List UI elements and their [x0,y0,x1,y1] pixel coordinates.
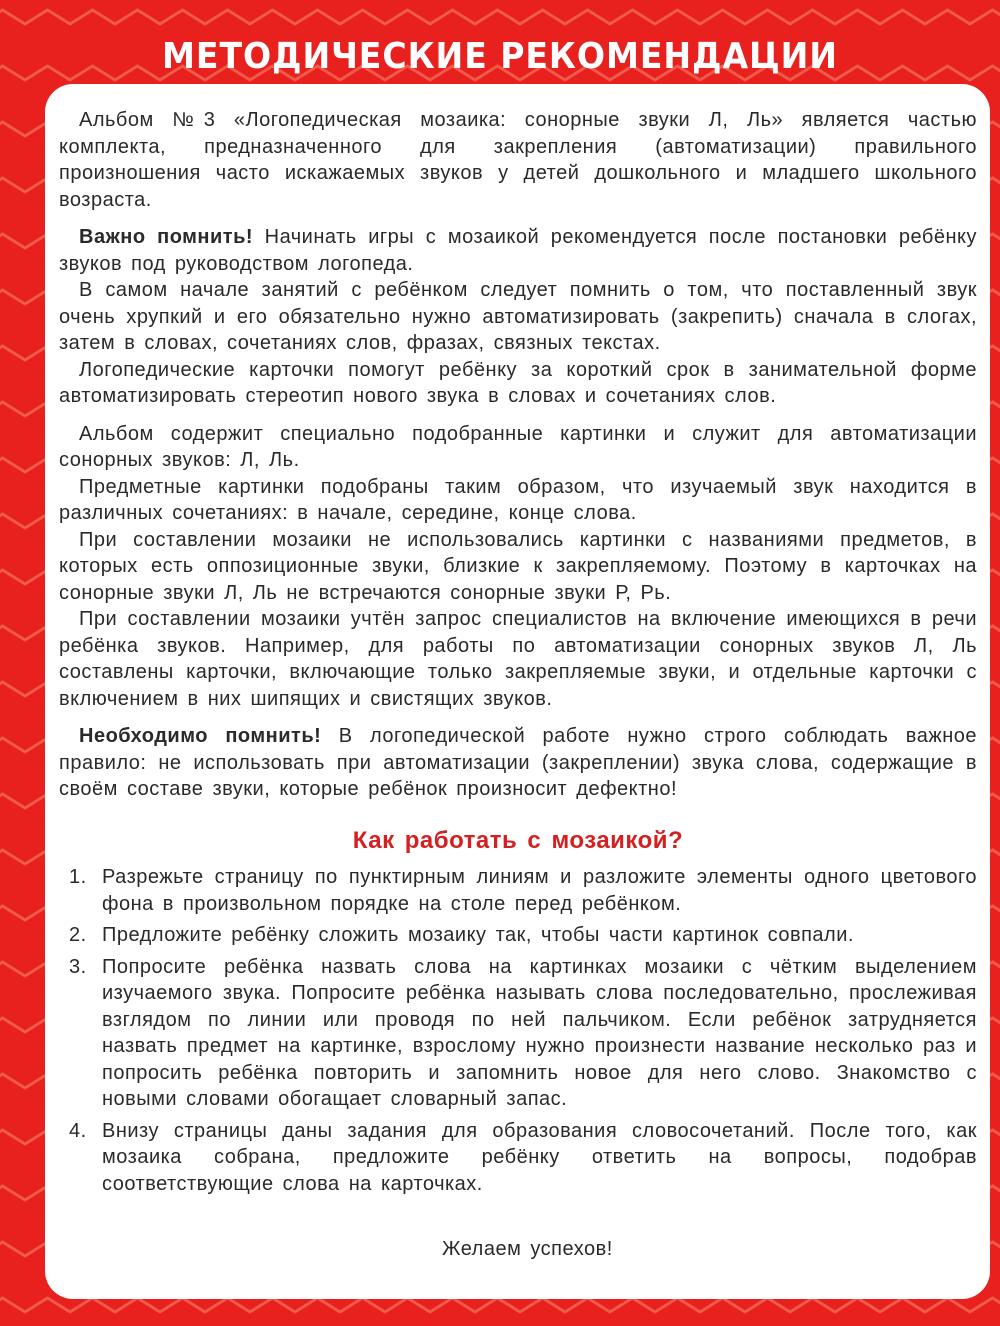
zigzag-line [0,1298,1000,1312]
step-number: 3. [69,955,87,978]
list-item [59,954,977,1113]
necessary-note-paragraph [59,723,977,803]
closing-wish: Желаем успехов! [442,1238,613,1260]
step-text: Попросите ребёнка назвать слова на картинках мозаики с чётким выделением изучаемого звука. Попросите ребёнка называть слова последовательно, прослеживая взглядом по линии или проводя по ней пальчиком. Если ребёнок затрудняется назвать предмет на картинке, взрослому нужно произнести название несколько раз и попросить ребёнка повторить и запомнить новое для него слово. Знакомство с новыми словами обогащает словарный запас. [102,955,977,1110]
paragraph-specialist-request: При составлении мозаики учтён запрос специалистов на включение имеющихся в речи ребёнка звуков. Например, для работы по автоматизации сонорных звуков Л, Ль составлены карточки, включающие только закрепляемые звуки, и отдельные карточки с включением в них шипящих и свистящих звуков. [59,608,977,710]
list-item [59,1118,977,1198]
paragraph-album-contents: Альбом содержит специально подобранные картинки и служит для автоматизации сонорных звуков: Л, Ль. [59,422,977,471]
important-note-text: Начинать игры с мозаикой рекомендуется после постановки ребёнку звуков под руководством логопеда. [59,226,977,275]
step-number: 4. [69,1119,87,1142]
step-number: 1. [69,866,87,888]
list-item [59,922,977,949]
step-text: Предложите ребёнку сложить мозаику так, чтобы части картинок совпали. [102,924,854,946]
important-note-paragraph [59,224,977,277]
necessary-note-label: Необходимо помнить! [79,725,322,747]
page-title: МЕТОДИЧЕСКИЕ РЕКОМЕНДАЦИИ [162,36,838,77]
recommendations-text [59,107,977,1202]
paragraph-picture-selection: Предметные картинки подобраны таким образом, что изучаемый звук находится в различных сочетаниях: в начале, середине, конце слова. [59,475,977,524]
paragraph-opposition-sounds: При составлении мозаики не использовались картинки с названиями предметов, в которых есть оппозиционные звуки, близкие к закрепляемому. Поэтому в карточках на сонорные звуки Л, Ль не встречаются сонорные звуки Р, Рь. [59,528,977,604]
step-text: Разрежьте страницу по пунктирным линиям и разложите элементы одного цветового фона в произвольном порядке на столе перед ребёнком. [102,866,977,915]
paragraph-cards-help: Логопедические карточки помогут ребёнку за короткий срок в занимательной форме автоматизировать стереотип нового звука в словах и сочетаниях слов. [59,358,977,407]
necessary-note-text: В логопедической работе нужно строго соблюдать важное правило: не использовать при автоматизации (закреплении) звука слова, содержащие в своём составе звуки, которые ребёнок произносит дефектно! [59,725,977,800]
important-note-label: Важно помнить! [79,226,254,248]
list-item [59,864,977,917]
step-text: Внизу страницы даны задания для образования словосочетаний. После того, как мозаика собрана, предложите ребёнку ответить на вопросы, подобрав соответствующие слова на карточках. [102,1119,977,1195]
intro-paragraph: Альбом №3 «Логопедическая мозаика: сонорные звуки Л, Ль» является частью комплекта, предназначенного для закрепления (автоматизации) правильного произношения часто искажаемых звуков у детей дошкольного и младшего школьного возраста. [59,109,977,211]
howto-steps-list [59,864,977,1197]
zigzag-line [0,10,1000,24]
step-number: 2. [69,924,87,946]
paragraph-fragile-sound: В самом начале занятий с ребёнком следует помнить о том, что поставленный звук очень хрупкий и его обязательно нужно автоматизировать (закрепить) сначала в слогах, затем в словах, сочетаниях слов, фразах, связных текстах. [59,279,977,354]
howto-heading: Как работать с мозаикой? [352,826,684,854]
